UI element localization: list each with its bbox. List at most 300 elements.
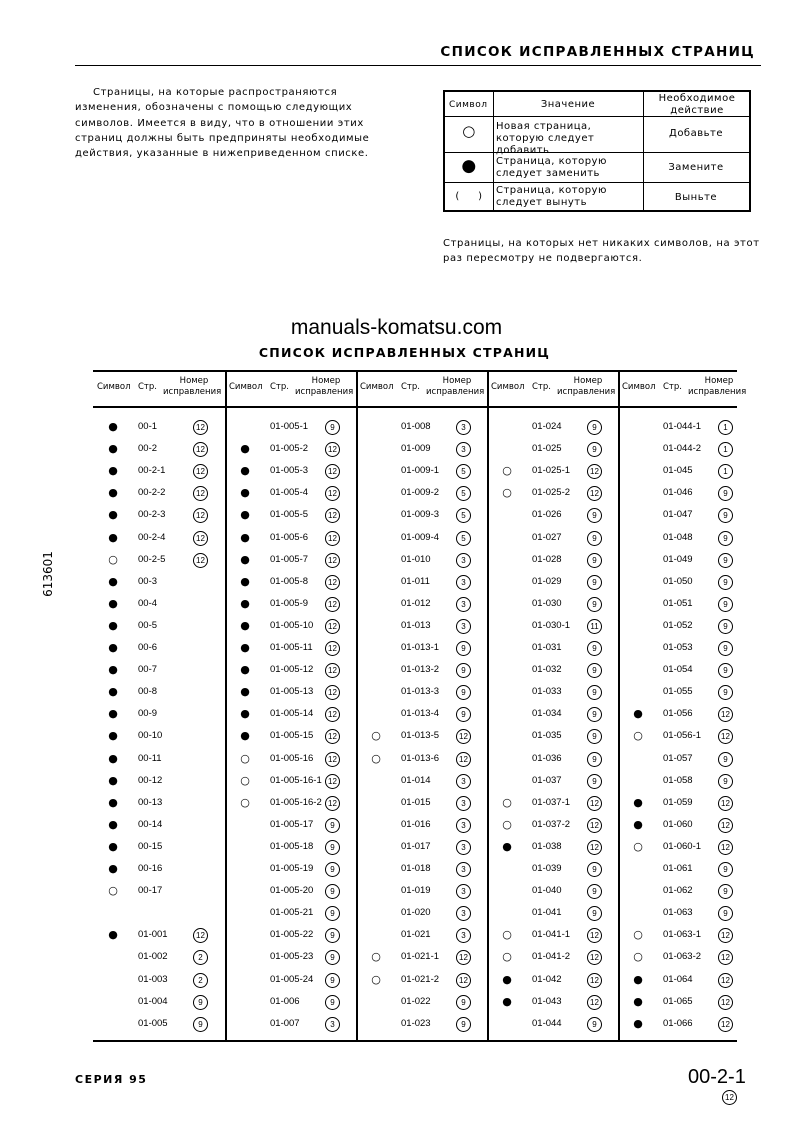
revision-number-badge: 5 (456, 464, 471, 479)
page-number-cell: 00-3 (138, 575, 158, 587)
page-number-cell: 01-025-2 (532, 487, 571, 499)
revision-number-badge: 12 (718, 950, 733, 965)
revision-number-badge: 12 (587, 973, 602, 988)
page-number-cell: 01-066 (663, 1017, 693, 1029)
revision-number-badge: 12 (325, 619, 340, 634)
revision-number-badge: 9 (718, 884, 733, 899)
page-number-cell: 01-004 (138, 995, 168, 1007)
header-symbol: Символ (360, 382, 394, 392)
filled-circle-icon: ● (108, 773, 118, 787)
page-number-cell: 01-015 (401, 796, 431, 808)
revision-number-badge: 9 (325, 840, 340, 855)
revision-number-badge: 12 (325, 508, 340, 523)
page-number-cell: 01-005-24 (270, 973, 314, 985)
page-number-cell: 01-026 (532, 509, 562, 521)
revision-number-badge: 9 (718, 553, 733, 568)
open-circle-icon: ○ (108, 552, 118, 566)
revision-number-badge: 12 (587, 928, 602, 943)
page-number-cell: 00-5 (138, 619, 158, 631)
page-number-cell: 01-020 (401, 907, 431, 919)
revision-number-badge: 12 (193, 420, 208, 435)
legend-table (443, 90, 751, 212)
revision-number-badge: 1 (718, 442, 733, 457)
revision-number-badge: 12 (325, 663, 340, 678)
filled-circle-icon: ● (240, 618, 250, 632)
page-number-cell: 01-013 (401, 619, 431, 631)
page-number-cell: 01-044-1 (663, 421, 702, 432)
revision-number-badge: 12 (718, 840, 733, 855)
header-rev-line1: Номер (573, 376, 603, 386)
header-symbol: Символ (622, 382, 656, 392)
revision-number-badge: 12 (325, 685, 340, 700)
revision-number-badge: 9 (587, 597, 602, 612)
page-number-cell: 01-005-7 (270, 553, 309, 565)
page-number-cell: 01-005-12 (270, 664, 314, 676)
page-number-cell: 01-013-5 (401, 730, 440, 742)
page-number-cell: 01-040 (532, 885, 562, 897)
page-number-cell: 01-005-19 (270, 863, 314, 874)
filled-circle-icon: ● (108, 596, 118, 610)
filled-circle-icon: ● (461, 156, 477, 176)
revision-number-badge: 3 (456, 575, 471, 590)
page-number-cell: 00-2 (138, 443, 158, 455)
page-number-cell: 01-025 (532, 443, 562, 455)
page-number-cell: 01-005-15 (270, 730, 314, 742)
table-bottom-rule (93, 1040, 737, 1042)
revision-number-badge: 12 (587, 950, 602, 965)
column-divider (618, 370, 620, 1042)
revision-number-badge: 9 (587, 862, 602, 877)
revision-number-badge: 9 (193, 995, 208, 1010)
page-number-cell: 01-005-21 (270, 907, 314, 919)
revision-number-badge: 2 (193, 950, 208, 965)
page-number-cell: 01-056-1 (663, 730, 702, 742)
page-number-cell: 00-2-5 (138, 553, 166, 565)
page-number-cell: 01-044 (532, 1017, 562, 1029)
page-number-cell: 01-063 (663, 907, 693, 919)
revision-number-badge: 5 (456, 486, 471, 501)
revision-number-badge: 12 (718, 995, 733, 1010)
page-number-cell: 00-2-3 (138, 509, 166, 521)
revision-number-badge: 12 (718, 973, 733, 988)
page-number-cell: 01-060-1 (663, 840, 702, 852)
revision-number-badge: 9 (587, 729, 602, 744)
open-circle-icon: ○ (240, 773, 250, 787)
revision-number-badge: 9 (587, 906, 602, 921)
page-number-cell: 01-046 (663, 487, 693, 499)
filled-circle-icon: ● (633, 1016, 643, 1030)
revision-number-badge: 9 (587, 1017, 602, 1032)
header-symbol: Символ (229, 382, 263, 392)
page-number-cell: 00-2-4 (138, 531, 166, 543)
revision-number-badge: 12 (193, 928, 208, 943)
revision-number-badge: 12 (325, 575, 340, 590)
header-rev-line1: Номер (179, 376, 209, 386)
header-rev-line1: Номер (704, 376, 734, 386)
page-number-cell: 01-037-2 (532, 818, 571, 830)
filled-circle-icon: ● (108, 574, 118, 588)
page-number-cell: 01-011 (401, 575, 430, 587)
page-number-cell: 01-005-11 (270, 642, 313, 653)
revision-number-badge: 12 (325, 796, 340, 811)
page-number-cell: 01-005-14 (270, 708, 314, 720)
revision-number-badge: 9 (325, 950, 340, 965)
page-number-cell: 01-034 (532, 708, 562, 720)
revision-number-badge: 12 (456, 973, 471, 988)
revision-number-badge: 9 (718, 774, 733, 789)
page-number-cell: 01-005-13 (270, 686, 314, 698)
filled-circle-icon: ● (240, 442, 250, 456)
page-number-cell: 01-029 (532, 575, 562, 587)
page-number-cell: 01-037-1 (532, 796, 571, 808)
filled-circle-icon: ● (240, 729, 250, 743)
legend-meaning-remove: Страница, которую следует вынуть (496, 185, 607, 208)
header-rev-line2: исправления (163, 387, 222, 397)
open-circle-icon: ○ (633, 950, 643, 964)
page-number-cell: 01-019 (401, 885, 431, 897)
page-number-cell: 01-049 (663, 553, 693, 565)
page-number-cell: 01-060 (663, 818, 693, 830)
revision-number-badge: 1 (718, 464, 733, 479)
header-rev-line1: Номер (442, 376, 472, 386)
page-number-cell: 01-041-2 (532, 951, 571, 963)
page-number-cell: 01-016 (401, 818, 431, 830)
revision-number-badge: 9 (325, 818, 340, 833)
page-number-cell: 01-005 (138, 1017, 168, 1029)
page-number-cell: 01-005-20 (270, 885, 314, 897)
revision-number-badge: 9 (718, 862, 733, 877)
revision-number-badge: 11 (587, 619, 602, 634)
header-page: Стр. (663, 382, 682, 392)
filled-circle-icon: ● (108, 839, 118, 853)
filled-circle-icon: ● (108, 685, 118, 699)
page-number-cell: 01-035 (532, 730, 562, 742)
filled-circle-icon: ● (240, 596, 250, 610)
page-number-cell: 01-022 (401, 995, 431, 1007)
revision-number-badge: 9 (456, 995, 471, 1010)
page-number-cell: 01-002 (138, 951, 168, 963)
open-circle-icon: ○ (371, 950, 381, 964)
header-page: Стр. (138, 382, 157, 392)
page-number-cell: 01-056 (663, 708, 693, 720)
page-number-cell: 00-2-1 (138, 465, 166, 477)
page-number-cell: 01-005-9 (270, 597, 309, 609)
revision-number-badge: 9 (718, 641, 733, 656)
page-number-cell: 01-013-4 (401, 708, 440, 720)
page-number-cell: 01-039 (532, 863, 562, 874)
revision-number-badge: 9 (587, 707, 602, 722)
revision-number-badge: 12 (193, 486, 208, 501)
revision-number-badge: 9 (325, 420, 340, 435)
revision-number-badge: 9 (587, 420, 602, 435)
page-number-cell: 01-010 (401, 553, 431, 565)
filled-circle-icon: ● (633, 972, 643, 986)
page-number: 00-2-1 (688, 1066, 746, 1088)
page-number-cell: 01-005-18 (270, 840, 314, 852)
revision-number-badge: 3 (456, 774, 471, 789)
table-header-rule (93, 406, 737, 408)
filled-circle-icon: ● (240, 574, 250, 588)
page-number-cell: 01-021 (401, 929, 431, 941)
open-circle-icon: ○ (633, 839, 643, 853)
page-number-cell: 01-038 (532, 840, 562, 852)
legend-header-symbol: Символ (449, 100, 488, 110)
open-circle-icon: ○ (502, 795, 512, 809)
revision-number-badge: 9 (193, 1017, 208, 1032)
open-circle-icon: ○ (240, 751, 250, 765)
filled-circle-icon: ● (240, 707, 250, 721)
page-number-cell: 01-007 (270, 1017, 300, 1029)
page-number-cell: 00-12 (138, 774, 163, 786)
page-number-cell: 00-11 (138, 752, 162, 764)
page-number-cell: 01-013-3 (401, 686, 440, 698)
revision-number-badge: 1 (718, 420, 733, 435)
revision-number-badge: 9 (456, 1017, 471, 1032)
open-circle-icon: ○ (371, 751, 381, 765)
column-divider (487, 370, 489, 1042)
revision-number-badge: 9 (587, 884, 602, 899)
revision-number-badge: 9 (456, 707, 471, 722)
filled-circle-icon: ● (108, 862, 118, 875)
page-number-cell: 01-041 (532, 907, 562, 919)
page-number-cell: 00-14 (138, 818, 163, 830)
revision-number-badge: 12 (456, 729, 471, 744)
legend-header-action: Необходимое действие (658, 93, 736, 116)
revision-number-badge: 9 (718, 486, 733, 501)
legend-action-replace: Замените (668, 162, 724, 173)
page-number-cell: 01-018 (401, 863, 431, 874)
revision-number-badge: 12 (718, 928, 733, 943)
legend-meaning-replace: Страница, которую следует заменить (496, 156, 607, 179)
open-circle-icon: ○ (502, 464, 512, 478)
page-number-cell: 01-052 (663, 619, 693, 631)
page-number-cell: 01-005-16 (270, 752, 314, 764)
column-divider (225, 370, 227, 1042)
revision-number-badge: 3 (456, 442, 471, 457)
page-number-cell: 01-063-1 (663, 929, 702, 941)
open-circle-icon: ○ (371, 972, 381, 986)
page-number-cell: 01-021-1 (401, 951, 440, 963)
page-number-cell: 00-4 (138, 597, 158, 609)
page-number-cell: 01-013-1 (401, 642, 440, 653)
header-rule (75, 65, 761, 66)
revision-number-badge: 9 (325, 906, 340, 921)
open-circle-icon: ○ (633, 928, 643, 942)
page-number-cell: 01-051 (663, 597, 693, 609)
page-number-cell: 01-012 (401, 597, 431, 609)
page-number-cell: 01-008 (401, 421, 431, 432)
page-number-cell: 01-024 (532, 421, 562, 432)
page-number-cell: 01-005-5 (270, 509, 309, 521)
open-circle-icon: ○ (502, 817, 512, 831)
side-code: 613601 (41, 551, 55, 597)
filled-circle-icon: ● (108, 817, 118, 831)
revision-number-badge: 9 (325, 973, 340, 988)
header-rev-line2: исправления (426, 387, 485, 397)
filled-circle-icon: ● (240, 530, 250, 544)
page-number-cell: 01-064 (663, 973, 693, 985)
header-rev-line1: Номер (311, 376, 341, 386)
revision-number-badge: 9 (587, 752, 602, 767)
revision-number-badge: 9 (718, 575, 733, 590)
page-number-cell: 01-013-2 (401, 664, 440, 676)
revision-number-badge: 12 (193, 508, 208, 523)
filled-circle-icon: ● (108, 442, 118, 456)
page-number-cell: 01-061 (663, 863, 693, 874)
page-number-cell: 01-065 (663, 995, 693, 1007)
page-number-cell: 01-037 (532, 774, 562, 786)
open-circle-icon: ○ (462, 122, 476, 140)
filled-circle-icon: ● (240, 685, 250, 699)
revision-number-badge: 3 (456, 619, 471, 634)
legend-meaning-add: Новая страница, которую следует добавить (496, 121, 595, 156)
page-number-cell: 01-042 (532, 973, 562, 985)
legend-header-meaning: Значение (540, 99, 596, 110)
series-label: СЕРИЯ 95 (75, 1073, 148, 1086)
page-number-cell: 00-2-2 (138, 487, 166, 499)
filled-circle-icon: ● (502, 994, 512, 1008)
page-number-cell: 00-7 (138, 664, 158, 676)
page-number-cell: 01-030 (532, 597, 562, 609)
filled-circle-icon: ● (633, 707, 643, 721)
page-number-cell: 01-005-4 (270, 487, 309, 499)
page-number-cell: 00-15 (138, 840, 163, 852)
page-number-cell: 00-13 (138, 796, 163, 808)
revision-number-badge: 3 (456, 840, 471, 855)
page-number-cell: 01-050 (663, 575, 693, 587)
page-revision-badge: 12 (722, 1090, 737, 1105)
revision-number-badge: 12 (587, 840, 602, 855)
revision-number-badge: 9 (718, 508, 733, 523)
page-number-cell: 01-014 (401, 774, 431, 786)
filled-circle-icon: ● (108, 729, 118, 743)
page-number-cell: 01-023 (401, 1017, 431, 1029)
revision-number-badge: 5 (456, 508, 471, 523)
revision-number-badge: 12 (325, 752, 340, 767)
page-number-cell: 01-043 (532, 995, 562, 1007)
revision-number-badge: 9 (325, 928, 340, 943)
page-number-cell: 01-055 (663, 686, 693, 698)
revision-number-badge: 3 (456, 906, 471, 921)
page-number-cell: 01-059 (663, 796, 693, 808)
page-number-cell: 01-003 (138, 973, 168, 985)
revision-number-badge: 9 (587, 641, 602, 656)
filled-circle-icon: ● (633, 994, 643, 1008)
page-number-cell: 01-030-1 (532, 619, 571, 631)
page-number-cell: 01-005-16-1 (270, 774, 322, 786)
page-number-cell: 01-005-3 (270, 465, 309, 477)
revision-number-badge: 12 (193, 464, 208, 479)
page-number-cell: 01-036 (532, 752, 562, 764)
page-number-cell: 01-005-23 (270, 951, 314, 963)
page-number-cell: 00-10 (138, 730, 163, 742)
page-number-cell: 01-047 (663, 509, 693, 521)
filled-circle-icon: ● (240, 508, 250, 522)
filled-circle-icon: ● (108, 707, 118, 721)
revision-number-badge: 3 (456, 553, 471, 568)
revision-number-badge: 9 (587, 508, 602, 523)
revision-number-badge: 12 (193, 531, 208, 546)
revision-number-badge: 12 (456, 950, 471, 965)
open-circle-icon: ○ (633, 729, 643, 743)
page-number-cell: 01-033 (532, 686, 562, 698)
filled-circle-icon: ● (240, 486, 250, 500)
page-number-cell: 01-009-4 (401, 531, 440, 543)
revision-number-badge: 12 (325, 707, 340, 722)
page-number-cell: 01-053 (663, 642, 693, 653)
page-number-cell: 01-031 (532, 642, 562, 653)
page-number-cell: 00-17 (138, 885, 163, 897)
revision-number-badge: 9 (456, 685, 471, 700)
page-number-cell: 01-001 (138, 929, 168, 941)
page-number-cell: 00-16 (138, 863, 163, 874)
page-number-cell: 01-009-1 (401, 465, 440, 477)
intro-paragraph: Страницы, на которые распространяются изменения, обозначены с помощью следующих символов. Имеется в виду, что в отношении этих страниц должны быть предприняты необходимые действия, указанные в нижеприведенном списке. (75, 87, 370, 160)
filled-circle-icon: ● (240, 464, 250, 478)
revision-number-badge: 3 (456, 597, 471, 612)
page-number-cell: 01-058 (663, 774, 693, 786)
page-number-cell: 01-063-2 (663, 951, 702, 963)
revision-number-badge: 12 (325, 729, 340, 744)
open-circle-icon: ○ (502, 950, 512, 964)
filled-circle-icon: ● (108, 751, 118, 765)
filled-circle-icon: ● (108, 618, 118, 632)
header-page: Стр. (532, 382, 551, 392)
revision-number-badge: 9 (325, 995, 340, 1010)
revision-number-badge: 12 (325, 464, 340, 479)
header-rev-line2: исправления (688, 387, 747, 397)
revision-number-badge: 12 (718, 707, 733, 722)
page-number-cell: 00-1 (138, 421, 158, 432)
revision-number-badge: 12 (718, 1017, 733, 1032)
filled-circle-icon: ● (633, 817, 643, 831)
revision-number-badge: 12 (325, 486, 340, 501)
revision-number-badge: 9 (587, 531, 602, 546)
filled-circle-icon: ● (108, 795, 118, 809)
revision-number-badge: 9 (587, 553, 602, 568)
filled-circle-icon: ● (240, 641, 250, 654)
filled-circle-icon: ● (240, 552, 250, 566)
revision-number-badge: 12 (718, 818, 733, 833)
revision-number-badge: 3 (325, 1017, 340, 1032)
column-divider (356, 370, 358, 1042)
revision-number-badge: 12 (325, 442, 340, 457)
revision-number-badge: 12 (587, 995, 602, 1010)
open-circle-icon: ○ (108, 884, 118, 898)
revision-number-badge: 12 (587, 486, 602, 501)
revision-number-badge: 12 (325, 597, 340, 612)
page-number-cell: 01-045 (663, 465, 693, 477)
legend-action-add: Добавьте (669, 128, 723, 139)
filled-circle-icon: ● (108, 464, 118, 478)
page-number-cell: 01-054 (663, 664, 693, 676)
page-number-cell: 01-044-2 (663, 443, 702, 455)
page-number-cell: 01-005-8 (270, 575, 309, 587)
page-number-cell: 01-041-1 (532, 929, 571, 941)
open-circle-icon: ○ (502, 928, 512, 942)
page-number-cell: 00-8 (138, 686, 158, 698)
legend-action-remove: Выньте (674, 192, 718, 203)
page-number-cell: 01-021-2 (401, 973, 440, 985)
revision-number-badge: 12 (325, 641, 340, 656)
header-rev-line2: исправления (295, 387, 354, 397)
filled-circle-icon: ● (108, 530, 118, 544)
revision-number-badge: 9 (718, 906, 733, 921)
page-number-cell: 01-005-22 (270, 929, 314, 941)
filled-circle-icon: ● (108, 641, 118, 654)
page-number-cell: 01-057 (663, 752, 693, 764)
page-number-cell: 01-013-6 (401, 752, 440, 764)
